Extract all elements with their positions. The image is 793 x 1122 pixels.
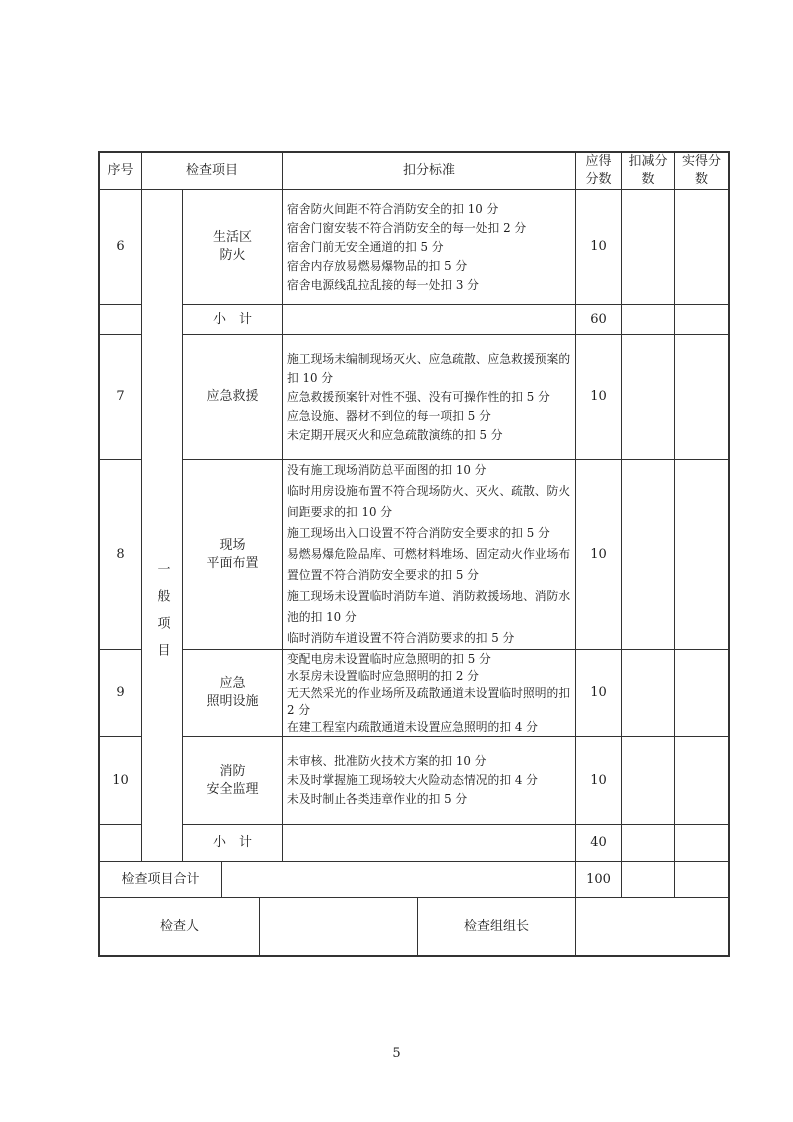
inspection-table <box>98 151 730 957</box>
item-name-cell: 现场 平面布置 <box>183 460 283 650</box>
subtotal-label-cell: 小 计 <box>183 305 283 335</box>
should-score-cell: 60 <box>576 305 622 335</box>
subtotal-label-cell: 小 计 <box>183 825 283 862</box>
page-number: 5 <box>392 1046 401 1061</box>
header-col-should-score: 应得分数 <box>576 153 622 190</box>
should-score-cell: 40 <box>576 825 622 862</box>
row-number-cell <box>100 305 142 335</box>
should-score-cell: 10 <box>576 335 622 460</box>
criteria-cell <box>283 825 576 862</box>
total-actual-score-cell <box>675 862 728 898</box>
criteria-cell: 宿舍防火间距不符合消防安全的扣 10 分 宿舍门窗安装不符合消防安全的每一处扣 2 分 宿舍门前无安全通道的扣 5 分 宿舍内存放易燃易爆物品的扣 5 分 宿舍电源线乱拉乱接的每一处扣 3 分 <box>283 190 576 305</box>
total-deduct-score-cell <box>622 862 675 898</box>
actual-score-cell <box>675 650 728 737</box>
should-score-cell: 10 <box>576 460 622 650</box>
row-number-cell: 10 <box>100 737 142 825</box>
leader-signature-cell <box>576 898 728 955</box>
deduct-score-cell <box>622 460 675 650</box>
header-col-item: 检查项目 <box>142 153 283 190</box>
should-score-cell: 10 <box>576 650 622 737</box>
actual-score-cell <box>675 305 728 335</box>
actual-score-cell <box>675 737 728 825</box>
item-name-cell: 消防 安全监理 <box>183 737 283 825</box>
inspector-label-cell: 检查人 <box>100 898 260 955</box>
criteria-cell: 没有施工现场消防总平面图的扣 10 分 临时用房设施布置不符合现场防火、灭火、疏散、防火间距要求的扣 10 分 施工现场出入口设置不符合消防安全要求的扣 5 分 易燃易爆危险品库、可燃材料堆场、固定动火作业场布置位置不符合消防安全要求的扣 5 分 施工现场未设置临时消防车道、消防救援场地、消防水池的扣 10 分 临时消防车道设置不符合消防要求的扣 5 分 <box>283 460 576 650</box>
header-col-actual-score: 实得分数 <box>675 153 728 190</box>
item-name-cell: 应急救援 <box>183 335 283 460</box>
actual-score-cell <box>675 825 728 862</box>
total-blank-cell <box>222 862 576 898</box>
should-score-cell: 10 <box>576 737 622 825</box>
row-number-cell <box>100 825 142 862</box>
deduct-score-cell <box>622 737 675 825</box>
deduct-score-cell <box>622 335 675 460</box>
category-label-vertical: 一般项目 <box>154 562 170 670</box>
deduct-score-cell <box>622 650 675 737</box>
header-col-criteria: 扣分标准 <box>283 153 576 190</box>
criteria-cell: 施工现场未编制现场灭火、应急疏散、应急救援预案的扣 10 分 应急救援预案针对性不强、没有可操作性的扣 5 分 应急设施、器材不到位的每一项扣 5 分 未定期开展灭火和应急疏散演练的扣 5 分 <box>283 335 576 460</box>
leader-label-cell: 检查组组长 <box>418 898 576 955</box>
actual-score-cell <box>675 190 728 305</box>
actual-score-cell <box>675 335 728 460</box>
row-number-cell: 9 <box>100 650 142 737</box>
row-number-cell: 8 <box>100 460 142 650</box>
item-name-cell: 生活区 防火 <box>183 190 283 305</box>
criteria-cell: 变配电房未设置临时应急照明的扣 5 分 水泵房未设置临时应急照明的扣 2 分 无天然采光的作业场所及疏散通道未设置临时照明的扣 2 分 在建工程室内疏散通道未设置应急照明的扣 4 分 <box>283 650 576 737</box>
criteria-cell: 未审核、批准防火技术方案的扣 10 分 未及时掌握施工现场较大火险动态情况的扣 4 分 未及时制止各类违章作业的扣 5 分 <box>283 737 576 825</box>
total-should-score-cell: 100 <box>576 862 622 898</box>
item-name-cell: 应急 照明设施 <box>183 650 283 737</box>
deduct-score-cell <box>622 825 675 862</box>
total-label-cell: 检查项目合计 <box>100 862 222 898</box>
deduct-score-cell <box>622 305 675 335</box>
actual-score-cell <box>675 460 728 650</box>
deduct-score-cell <box>622 190 675 305</box>
row-number-cell: 7 <box>100 335 142 460</box>
category-cell <box>142 190 183 862</box>
criteria-cell <box>283 305 576 335</box>
inspector-signature-cell <box>260 898 418 955</box>
should-score-cell: 10 <box>576 190 622 305</box>
row-number-cell: 6 <box>100 190 142 305</box>
header-col-deduct-score: 扣减分数 <box>622 153 675 190</box>
header-col-no: 序号 <box>100 153 142 190</box>
